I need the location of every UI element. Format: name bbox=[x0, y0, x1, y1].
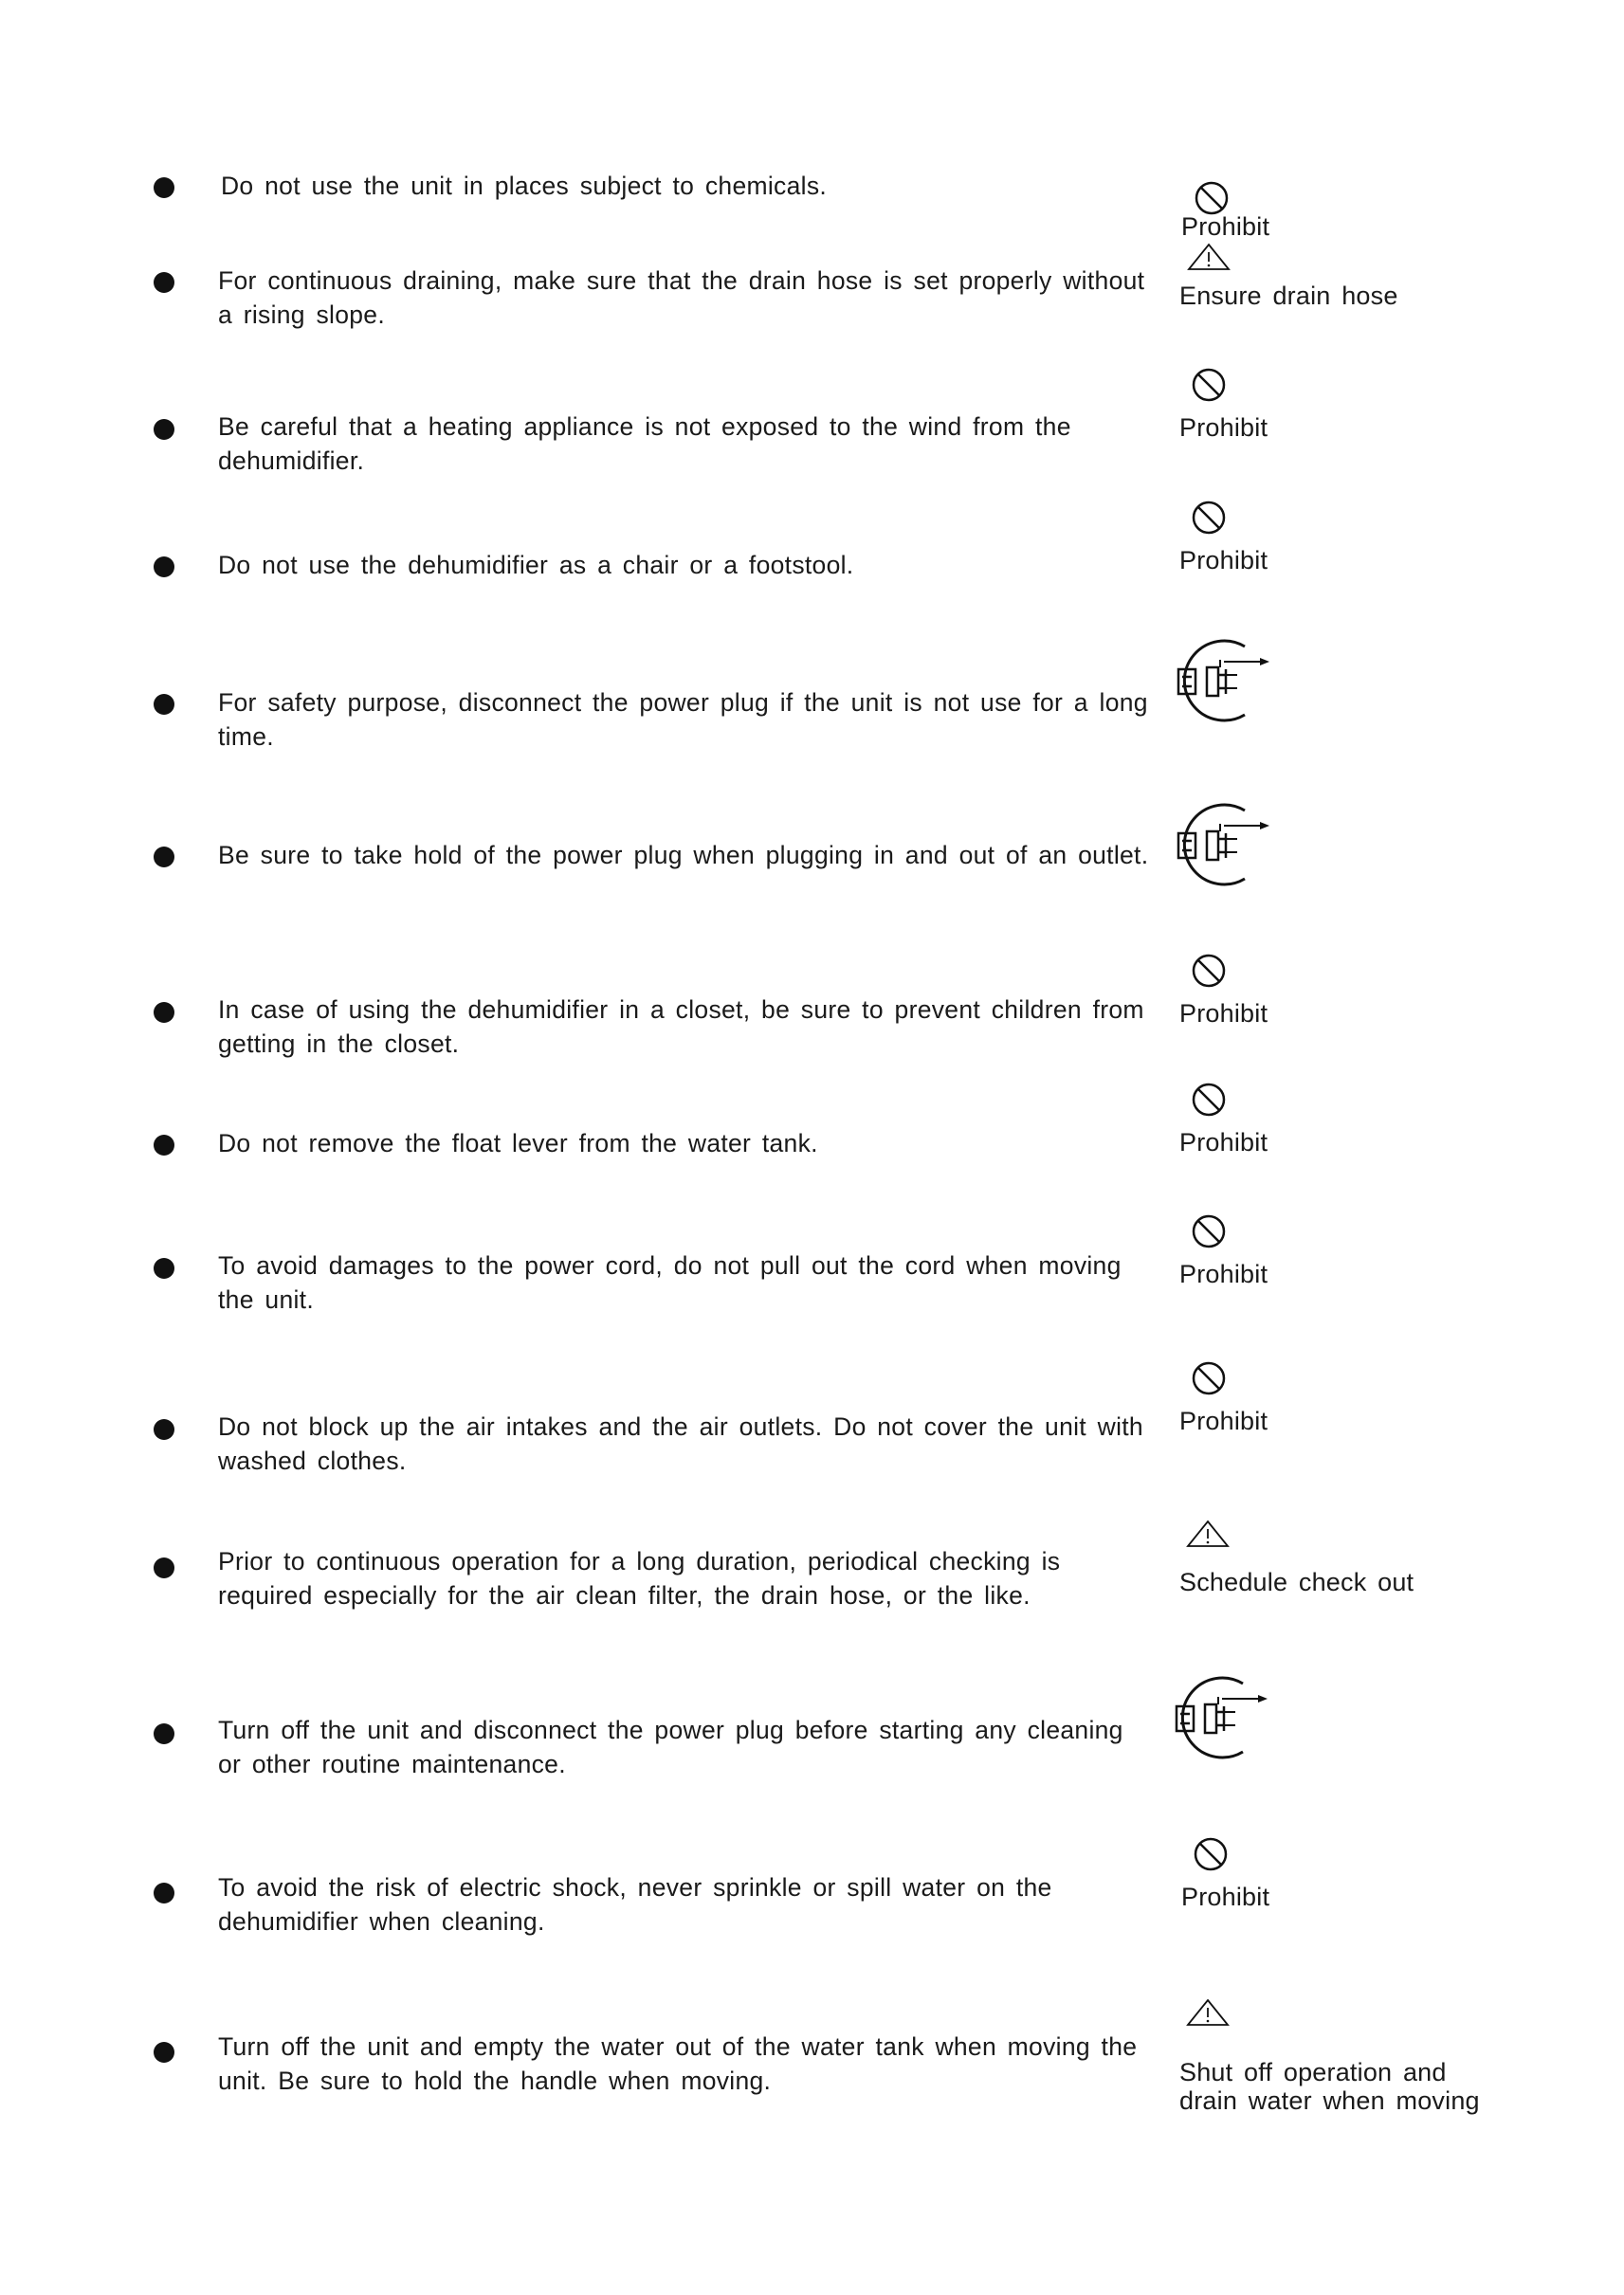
item-text: In case of using the dehumidifier in a closet, be sure to prevent children from getting in the closet. bbox=[218, 995, 1144, 1058]
item-text: Turn off the unit and disconnect the power plug before starting any cleaning or other routine maintenance. bbox=[218, 1716, 1123, 1778]
unplug-icon bbox=[1167, 797, 1279, 894]
prohibit-icon bbox=[1191, 500, 1227, 536]
bullet-icon bbox=[154, 177, 174, 198]
item-text: Do not remove the float lever from the water tank. bbox=[218, 1129, 818, 1157]
prohibit-icon bbox=[1191, 1082, 1227, 1118]
item-text: For continuous draining, make sure that the drain hose is set properly without a rising slope. bbox=[218, 266, 1145, 329]
bullet-icon bbox=[154, 1258, 174, 1279]
warning-triangle-icon bbox=[1186, 242, 1232, 272]
bullet-icon bbox=[154, 1419, 174, 1440]
prohibit-icon bbox=[1193, 1836, 1229, 1872]
item-text: To avoid the risk of electric shock, never sprinkle or spill water on the dehumidifier when cleaning. bbox=[218, 1873, 1052, 1936]
bullet-icon bbox=[154, 272, 174, 293]
item-text: For safety purpose, disconnect the power plug if the unit is not use for a long time. bbox=[218, 688, 1148, 751]
bullet-icon bbox=[154, 694, 174, 715]
bullet-icon bbox=[154, 847, 174, 867]
icon-label: Prohibit bbox=[1181, 212, 1270, 241]
unplug-icon bbox=[1165, 1670, 1277, 1767]
icon-label: Prohibit bbox=[1179, 413, 1268, 442]
bullet-icon bbox=[154, 1883, 174, 1903]
prohibit-icon bbox=[1191, 1360, 1227, 1396]
icon-label: Prohibit bbox=[1179, 999, 1268, 1028]
icon-label: Ensure drain hose bbox=[1179, 282, 1398, 310]
icon-label: Prohibit bbox=[1181, 1883, 1270, 1911]
bullet-icon bbox=[154, 1135, 174, 1156]
prohibit-icon bbox=[1191, 1213, 1227, 1249]
bullet-icon bbox=[154, 556, 174, 577]
bullet-icon bbox=[154, 2042, 174, 2063]
warning-triangle-icon bbox=[1185, 1997, 1231, 2028]
bullet-icon bbox=[154, 1557, 174, 1578]
bullet-icon bbox=[154, 419, 174, 440]
item-text: Prior to continuous operation for a long duration, periodical checking is required especially for the air clean filter, the drain hose, or the like. bbox=[218, 1547, 1061, 1610]
warning-triangle-icon bbox=[1185, 1519, 1231, 1549]
bullet-icon bbox=[154, 1002, 174, 1023]
item-text: Do not use the dehumidifier as a chair or a footstool. bbox=[218, 551, 854, 579]
item-text: Do not use the unit in places subject to chemicals. bbox=[221, 172, 828, 200]
prohibit-icon bbox=[1191, 367, 1227, 403]
icon-label: Prohibit bbox=[1179, 1260, 1268, 1288]
prohibit-icon bbox=[1191, 953, 1227, 989]
bullet-icon bbox=[154, 1723, 174, 1744]
item-text: Be careful that a heating appliance is not exposed to the wind from the dehumidifier. bbox=[218, 412, 1071, 475]
item-text: Do not block up the air intakes and the air outlets. Do not cover the unit with washed clothes. bbox=[218, 1412, 1143, 1475]
icon-label: Shut off operation and drain water when moving bbox=[1179, 2058, 1480, 2115]
icon-label: Schedule check out bbox=[1179, 1568, 1414, 1596]
item-text: To avoid damages to the power cord, do not pull out the cord when moving the unit. bbox=[218, 1251, 1122, 1314]
icon-label: Prohibit bbox=[1179, 1407, 1268, 1435]
icon-label: Prohibit bbox=[1179, 1128, 1268, 1157]
unplug-icon bbox=[1167, 633, 1279, 730]
prohibit-icon bbox=[1194, 180, 1230, 216]
item-text: Turn off the unit and empty the water out of the water tank when moving the unit. Be sure to hold the handle when moving. bbox=[218, 2032, 1138, 2095]
item-text: Be sure to take hold of the power plug when plugging in and out of an outlet. bbox=[218, 841, 1149, 869]
icon-label: Prohibit bbox=[1179, 546, 1268, 574]
